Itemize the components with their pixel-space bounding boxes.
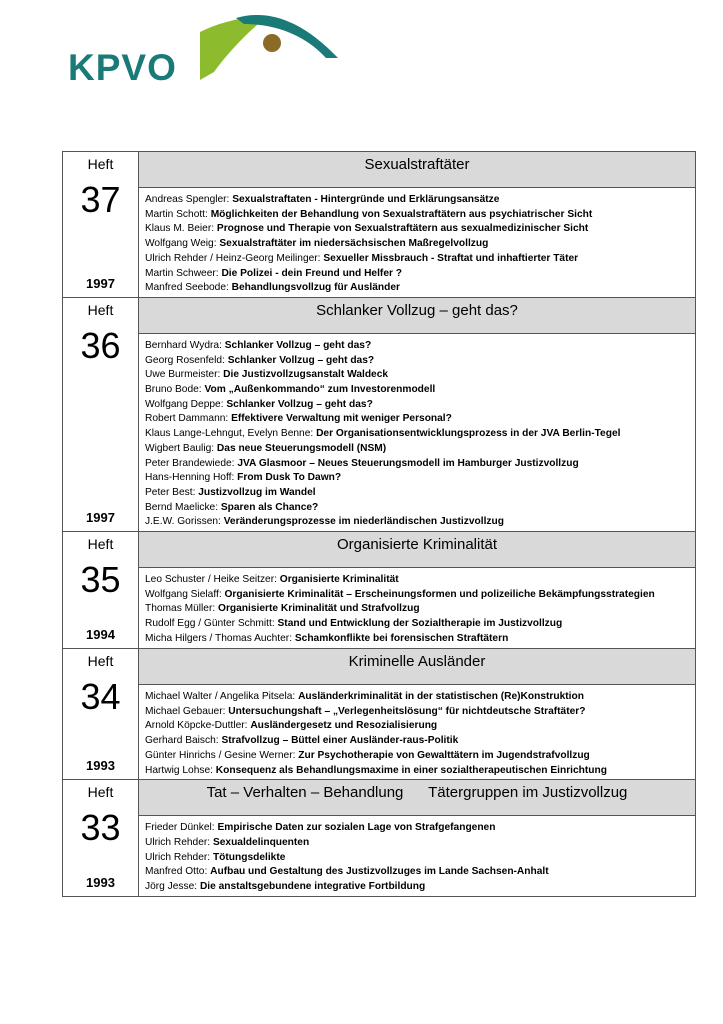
article-authors: Günter Hinrichs / Gesine Werner: <box>145 749 299 761</box>
article-authors: Frieder Dünkel: <box>145 822 218 834</box>
article-entry <box>145 821 695 836</box>
article-authors: Klaus M. Beier: <box>145 223 217 235</box>
article-authors: Martin Schott: <box>145 208 211 220</box>
issue-entries <box>139 685 695 779</box>
issue-content-cell <box>139 780 696 897</box>
article-authors: Micha Hilgers / Thomas Auchter: <box>145 632 295 644</box>
article-title: Vom „Außenkommando“ zum Investorenmodell <box>204 384 436 396</box>
article-title: Schlanker Vollzug – geht das? <box>226 398 373 410</box>
article-authors: Bernhard Wydra: <box>145 339 225 351</box>
issue-year: 1993 <box>86 874 115 890</box>
issue-content-cell <box>139 532 696 649</box>
article-title: Prognose und Therapie von Sexualstraftätern aus sexualmedizinischer Sicht <box>216 223 589 235</box>
issue-row <box>63 532 696 649</box>
issue-year: 1997 <box>86 275 115 291</box>
article-title: Die anstaltsgebundene integrative Fortbildung <box>199 881 426 893</box>
issue-content-cell <box>139 649 696 780</box>
article-title: Möglichkeiten der Behandlung von Sexualstraftätern aus psychiatrischer Sicht <box>210 208 593 220</box>
issue-year: 1993 <box>86 758 115 774</box>
article-entry <box>145 193 695 208</box>
issue-title: Sexualstraftäter <box>139 152 695 188</box>
issue-label: Heft <box>87 301 114 318</box>
issue-meta-cell <box>63 532 139 649</box>
article-entry <box>145 880 695 895</box>
article-authors: Georg Rosenfeld: <box>145 354 228 366</box>
article-title: Die Justizvollzugsanstalt Waldeck <box>223 369 389 381</box>
article-entry <box>145 632 695 647</box>
article-entry <box>145 281 695 296</box>
issues-table-body <box>63 152 696 897</box>
article-entry <box>145 427 695 442</box>
article-entry <box>145 573 695 588</box>
article-authors: Hartwig Lohse: <box>145 764 216 776</box>
issue-entries <box>139 568 695 648</box>
article-entry <box>145 602 695 617</box>
article-entry <box>145 368 695 383</box>
issue-meta-cell <box>63 297 139 531</box>
issue-year: 1994 <box>86 627 115 643</box>
article-title: Stand und Entwicklung der Sozialtherapie im Justizvollzug <box>277 618 563 630</box>
article-title: Sexueller Missbrauch - Straftat und inhaftierter Täter <box>323 252 579 264</box>
article-authors: Wolfgang Deppe: <box>145 398 227 410</box>
article-authors: Ulrich Rehder: <box>145 851 213 863</box>
article-authors: Arnold Köpcke-Duttler: <box>145 720 251 732</box>
article-authors: Martin Schweer: <box>145 267 222 279</box>
article-entry <box>145 471 695 486</box>
issue-year: 1997 <box>86 510 115 526</box>
article-title: Das neue Steuerungsmodell (NSM) <box>216 442 387 454</box>
article-entry <box>145 398 695 413</box>
article-authors: J.E.W. Gorissen: <box>145 516 224 528</box>
article-title: Organisierte Kriminalität und Strafvollzug <box>218 603 420 615</box>
article-entry <box>145 339 695 354</box>
article-title: Zur Psychotherapie von Gewalttätern im Jugendstrafvollzug <box>298 749 590 761</box>
issue-entries <box>139 334 695 531</box>
issue-number: 35 <box>80 559 121 601</box>
article-authors: Rudolf Egg / Günter Schmitt: <box>145 618 278 630</box>
article-entry <box>145 252 695 267</box>
article-authors: Thomas Müller: <box>145 603 219 615</box>
article-title: Empirische Daten zur sozialen Lage von Strafgefangenen <box>217 822 496 834</box>
issue-row <box>63 780 696 897</box>
article-entry <box>145 267 695 282</box>
issue-title: Schlanker Vollzug – geht das? <box>139 298 695 334</box>
article-entry <box>145 412 695 427</box>
article-title: Behandlungsvollzug für Ausländer <box>231 282 400 294</box>
article-title: Organisierte Kriminalität – Erscheinungsformen und polizeiliche Bekämpfungsstrategien <box>224 588 655 600</box>
article-authors: Manfred Otto: <box>145 866 211 878</box>
article-title: Strafvollzug – Büttel einer Ausländer-raus-Politik <box>221 735 459 747</box>
article-entry <box>145 617 695 632</box>
article-entry <box>145 719 695 734</box>
issue-title: Organisierte Kriminalität <box>139 532 695 568</box>
article-entry <box>145 383 695 398</box>
article-title: Aufbau und Gestaltung des Justizvollzuges im Lande Sachsen-Anhalt <box>210 866 549 878</box>
article-entry <box>145 237 695 252</box>
article-title: Schlanker Vollzug – geht das? <box>227 354 375 366</box>
article-entry <box>145 208 695 223</box>
article-entry <box>145 442 695 457</box>
article-authors: Ulrich Rehder: <box>145 836 213 848</box>
article-entry <box>145 486 695 501</box>
article-authors: Bruno Bode: <box>145 384 205 396</box>
logo-text: KPVO <box>68 47 177 88</box>
kpvo-logo <box>68 10 348 88</box>
issue-number: 37 <box>80 179 121 220</box>
article-entry <box>145 501 695 516</box>
article-entry <box>145 749 695 764</box>
article-authors: Robert Dammann: <box>145 413 232 425</box>
article-title: Ausländerkriminalität in der statistischen (Re)Konstruktion <box>298 691 584 703</box>
issue-entries <box>139 816 695 896</box>
issue-meta-cell <box>63 152 139 298</box>
article-entry <box>145 588 695 603</box>
article-entry <box>145 457 695 472</box>
issues-table <box>62 151 696 897</box>
article-entry <box>145 865 695 880</box>
article-authors: Leo Schuster / Heike Seitzer: <box>145 574 280 586</box>
article-title: Der Organisationsentwicklungsprozess in der JVA Berlin-Tegel <box>316 428 621 440</box>
article-authors: Peter Best: <box>145 486 199 498</box>
article-title: Sexualdelinquenten <box>212 836 310 848</box>
issue-meta-cell <box>63 649 139 780</box>
issue-title: Tat – Verhalten – Behandlung Tätergruppen im Justizvollzug <box>139 780 695 816</box>
article-authors: Andreas Spengler: <box>145 194 233 205</box>
article-authors: Hans-Henning Hoff: <box>145 472 238 484</box>
article-authors: Peter Brandewiede: <box>145 457 238 469</box>
issue-label: Heft <box>87 653 114 670</box>
article-title: Sexualstraftaten - Hintergründe und Erklärungsansätze <box>232 194 500 205</box>
article-title: Sparen als Chance? <box>220 501 319 513</box>
article-entry <box>145 851 695 866</box>
article-authors: Michael Gebauer: <box>145 705 229 717</box>
article-title: Effektivere Verwaltung mit weniger Personal? <box>231 413 452 425</box>
article-authors: Wolfgang Weig: <box>145 238 220 250</box>
article-title: Tötungsdelikte <box>212 851 286 863</box>
issue-row <box>63 649 696 780</box>
article-authors: Wolfgang Sielaff: <box>145 588 225 600</box>
article-title: JVA Glasmoor – Neues Steuerungsmodell im Hamburger Justizvollzug <box>237 457 579 469</box>
article-entry <box>145 705 695 720</box>
issue-title: Kriminelle Ausländer <box>139 649 695 685</box>
issue-row <box>63 297 696 531</box>
article-entry <box>145 354 695 369</box>
article-authors: Klaus Lange-Lehngut, Evelyn Benne: <box>145 428 317 440</box>
issue-number: 33 <box>80 807 121 849</box>
article-title: Sexualstraftäter im niedersächsischen Maßregelvollzug <box>219 238 489 250</box>
article-title: Konsequenz als Behandlungsmaxime in einer sozialtherapeutischen Einrichtung <box>215 764 607 776</box>
article-authors: Gerhard Baisch: <box>145 735 222 747</box>
issue-label: Heft <box>87 784 114 801</box>
issue-label: Heft <box>87 536 114 553</box>
issue-entries <box>139 188 695 297</box>
article-authors: Manfred Seebode: <box>145 282 232 294</box>
article-authors: Wigbert Baulig: <box>145 442 217 454</box>
article-title: From Dusk To Dawn? <box>237 472 342 484</box>
article-title: Schamkonflikte bei forensischen Straftätern <box>294 632 509 644</box>
article-title: Schlanker Vollzug – geht das? <box>224 339 372 351</box>
article-title: Die Polizei - dein Freund und Helfer ? <box>221 267 402 279</box>
article-authors: Bernd Maelicke: <box>145 501 221 513</box>
article-title: Justizvollzug im Wandel <box>198 486 316 498</box>
issue-number: 36 <box>80 324 121 366</box>
article-entry <box>145 515 695 530</box>
article-title: Ausländergesetz und Resozialisierung <box>250 720 438 732</box>
article-entry <box>145 836 695 851</box>
issue-meta-cell <box>63 780 139 897</box>
issue-number: 34 <box>80 676 121 718</box>
article-title: Untersuchungshaft – „Verlegenheitslösung“ für nichtdeutsche Straftäter? <box>228 705 586 717</box>
article-entry <box>145 734 695 749</box>
article-entry <box>145 222 695 237</box>
issue-content-cell <box>139 152 696 298</box>
article-authors: Jörg Jesse: <box>145 881 200 893</box>
article-title: Veränderungsprozesse im niederländischen Justizvollzug <box>223 516 504 528</box>
article-authors: Ulrich Rehder / Heinz-Georg Meilinger: <box>145 252 324 264</box>
article-entry <box>145 764 695 779</box>
issue-label: Heft <box>87 156 114 172</box>
article-entry <box>145 690 695 705</box>
issue-content-cell <box>139 297 696 531</box>
issue-row <box>63 152 696 298</box>
article-authors: Michael Walter / Angelika Pitsela: <box>145 691 299 703</box>
article-title: Organisierte Kriminalität <box>279 574 399 586</box>
article-authors: Uwe Burmeister: <box>145 369 224 381</box>
